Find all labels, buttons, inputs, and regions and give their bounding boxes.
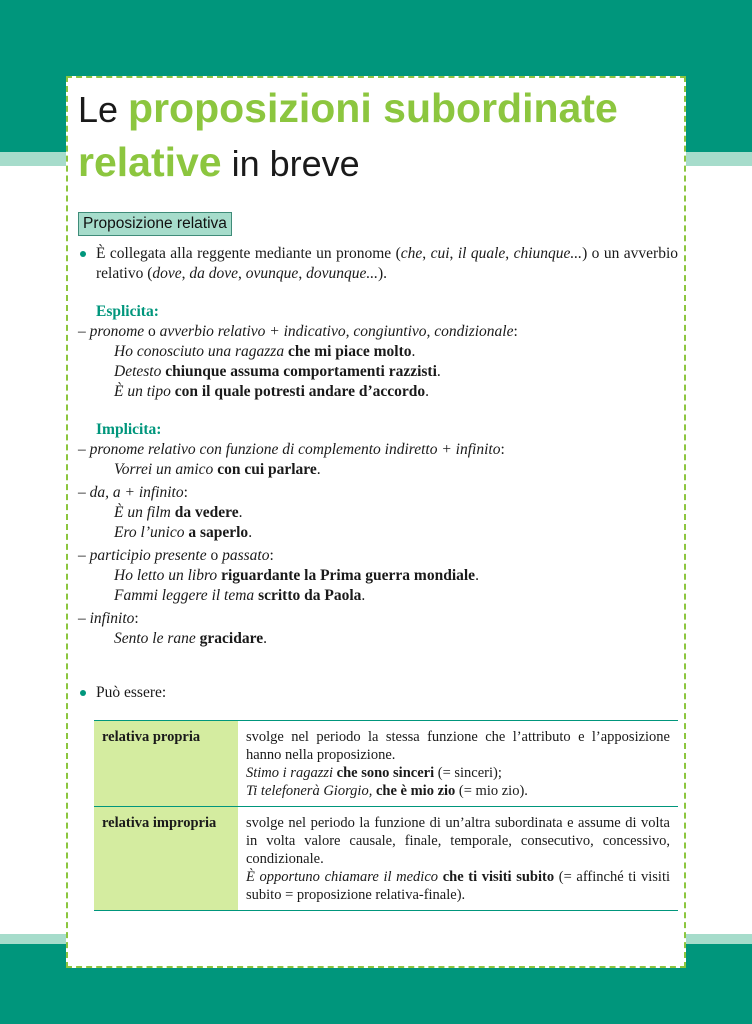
implicita-rule-3: – participio presente o passato: (78, 547, 274, 564)
title-pre: Le (78, 89, 129, 130)
example-line: Ho letto un libro riguardante la Prima guerra mondiale. (114, 567, 479, 584)
page-title (78, 86, 678, 194)
title-highlight-1: proposizioni subordinate (128, 85, 618, 131)
example-line: Vorrei un amico con cui parlare. (114, 461, 321, 478)
main-content (78, 244, 678, 703)
example-line: È un tipo con il quale potresti andare d’accordo. (114, 383, 430, 400)
example-line: Ero l’unico a saperlo. (114, 524, 253, 541)
row-value: svolge nel periodo la stessa funzione che l’attributo e l’apposizione hanno nella proposizione. Stimo i ragazzi che sono sinceri (= sinceri); Ti telefonerà Giorgio, che è mio zio (= mio zio). (246, 729, 670, 799)
example-line: Fammi leggere il tema scritto da Paola. (114, 587, 366, 604)
title-highlight-2: relative (78, 139, 222, 185)
esplicita-rule: – pronome o avverbio relativo + indicativo, congiuntivo, condizionale: (78, 323, 518, 340)
implicita-rule-1: – pronome relativo con funzione di complemento indiretto + infinito: (78, 441, 505, 458)
title-post: in breve (221, 143, 360, 184)
example-line: È un film da vedere. (114, 504, 243, 521)
table-row (94, 807, 678, 911)
puo-essere-bullet: Può essere: (78, 683, 678, 703)
esplicita-heading: Esplicita: (96, 303, 159, 320)
implicita-rule-2: – da, a + infinito: (78, 484, 188, 501)
implicita-heading: Implicita: (96, 421, 162, 438)
summary-card (66, 76, 686, 968)
table-row (94, 721, 678, 807)
example-line: Sento le rane gracidare. (114, 630, 267, 647)
intro-bullet: È collegata alla reggente mediante un pronome (che, cui, il quale, chiunque...) o un avverbio relativo (dove, da dove, ovunque, dovunque...). (78, 244, 678, 284)
types-table (94, 720, 678, 911)
implicita-rule-4: – infinito: (78, 610, 139, 627)
example-line: Detesto chiunque assuma comportamenti razzisti. (114, 363, 441, 380)
row-key: relativa propria (94, 721, 238, 807)
example-line: Ho conosciuto una ragazza che mi piace molto. (114, 343, 416, 360)
row-value: svolge nel periodo la funzione di un’altra subordinata e assume di volta in volta valore causale, finale, temporale, consecutivo, concessivo, condizionale. È opportuno chiamare il medico che ti visiti subito (= affinché ti visiti subito = proposizione relativa-finale). (246, 815, 670, 903)
row-key: relativa impropria (94, 807, 238, 911)
section-label: Proposizione relativa (78, 212, 232, 236)
